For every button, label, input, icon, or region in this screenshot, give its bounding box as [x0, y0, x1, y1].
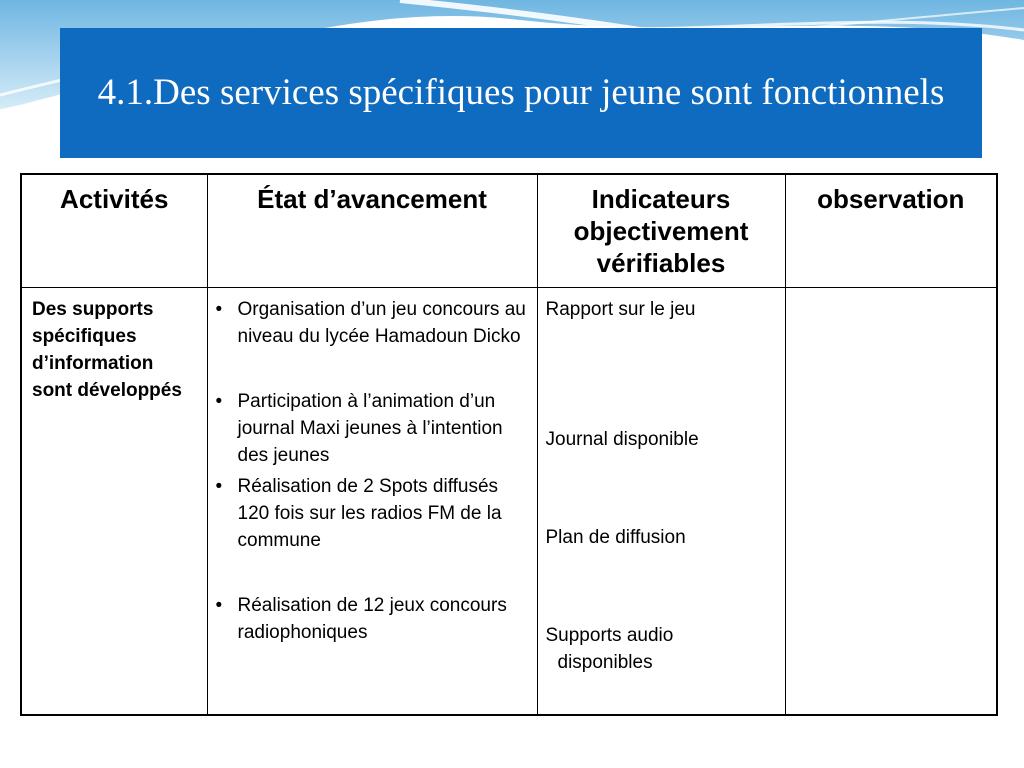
header-activites: Activités — [21, 174, 207, 288]
bullet-icon: • — [215, 299, 223, 320]
table-header-row — [21, 174, 997, 288]
progress-table — [20, 173, 998, 716]
indicator-item: Plan de diffusion — [545, 527, 686, 548]
bullet-icon: • — [215, 391, 223, 412]
indicator-item: Journal disponible — [545, 429, 699, 450]
header-indicateurs: Indicateurs objectivement vérifiables — [537, 174, 785, 288]
progress-item: • Réalisation de 2 Spots diffusés 120 fois sur les radios FM de la commune — [216, 473, 529, 554]
indicator-item: Rapport sur le jeu — [545, 299, 696, 320]
observation-cell — [785, 288, 997, 715]
progress-item: • Réalisation de 12 jeux concours radiophoniques — [216, 592, 529, 646]
bullet-icon: • — [215, 595, 223, 616]
slide-title-banner — [60, 28, 982, 158]
progress-item: • Organisation d’un jeu concours au niveau du lycée Hamadoun Dicko — [216, 296, 529, 350]
indicator-item: Supports audio disponibles — [545, 625, 674, 673]
slide-title: 4.1.Des services spécifiques pour jeune sont fonctionnels — [97, 72, 945, 113]
bullet-icon: • — [215, 476, 223, 497]
header-etat-avancement: État d’avancement — [207, 174, 537, 288]
header-observation: observation — [785, 174, 997, 288]
progress-cell — [207, 288, 537, 715]
table-row — [21, 288, 997, 715]
progress-item: • Participation à l’animation d’un journal Maxi jeunes à l’intention des jeunes — [216, 388, 529, 469]
activity-cell: Des supports spécifiques d’information sont développés — [21, 288, 207, 715]
indicators-cell — [537, 288, 785, 715]
